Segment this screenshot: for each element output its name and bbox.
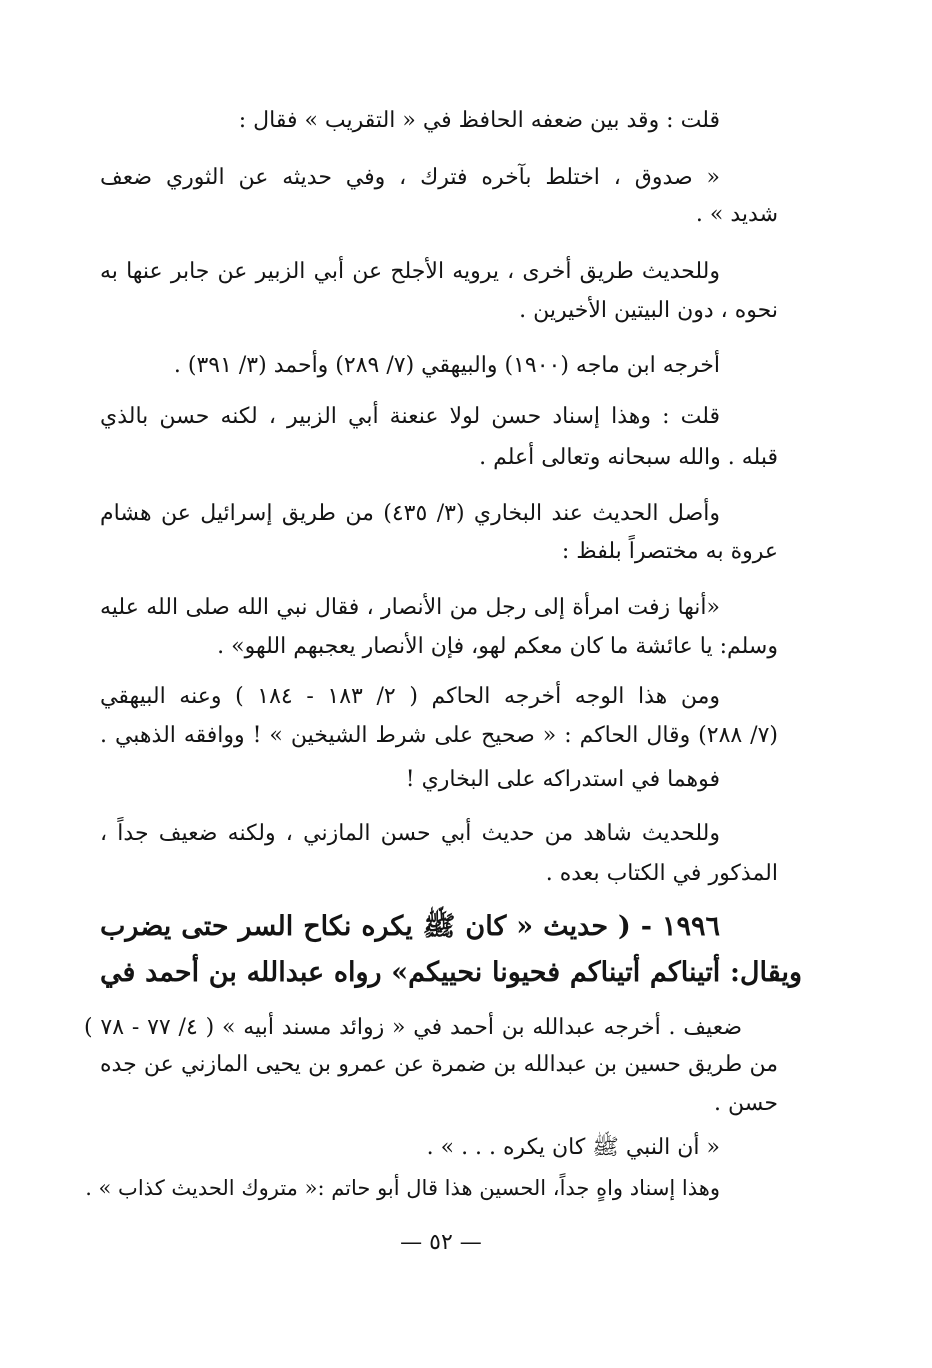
- text-line: فوهما في استدراكه على البخاري !: [405, 767, 720, 792]
- text-line: قبله . والله سبحانه وتعالى أعلم .: [479, 445, 778, 470]
- text-line: ومن هذا الوجه أخرجه الحاكم ( ٢/ ١٨٣ - ١٨٤ ) وعنه البيهقي: [100, 684, 720, 709]
- hadith-heading: ١٩٩٦ - ( حديث « كان ﷺ يكره نكاح السر حتى يضرب: [100, 911, 720, 942]
- text-line: وللحديث شاهد من حديث أبي حسن المازني ، ولكنه ضعيف جداً ،: [100, 821, 720, 846]
- text-line: وللحديث طريق أخرى ، يرويه الأجلح عن أبي الزبير عن جابر عنها به: [100, 259, 720, 284]
- text-line: « أن النبي ﷺ كان يكره . . . » .: [426, 1135, 720, 1160]
- text-line: (٧/ ٢٨٨) وقال الحاكم : « صحيح على شرط الشيخين » ! ووافقه الذهبي .: [100, 723, 778, 748]
- text-line: ضعيف . أخرجه عبدالله بن أحمد في « زوائد مسند أبيه » ( ٤/ ٧٧ - ٧٨ ): [84, 1015, 742, 1040]
- page-number: — ٥٢ —: [400, 1230, 482, 1255]
- text-line: « صدوق ، اختلط بآخره فترك ، وفي حديثه عن الثوري ضعف: [100, 165, 720, 190]
- text-line: وسلم: يا عائشة ما كان معكم لهو، فإن الأنصار يعجبهم اللهو» .: [217, 634, 778, 659]
- hadith-heading: ويقال: أتيناكم أتيناكم فحيونا نحييكم» رواه عبدالله بن أحمد في: [100, 957, 802, 988]
- text-line: وأصل الحديث عند البخاري (٣/ ٤٣٥) من طريق إسرائيل عن هشام: [100, 501, 720, 526]
- text-line: من طريق حسين بن عبدالله بن ضمرة عن عمرو بن يحيى المازني عن جده: [100, 1052, 778, 1077]
- text-line: قلت : وهذا إسناد حسن لولا عنعنة أبي الزبير ، لكنه حسن بالذي: [100, 404, 720, 429]
- text-line: حسن .: [714, 1091, 778, 1116]
- text-line: شديد » .: [695, 202, 778, 227]
- text-line: نحوه ، دون البيتين الأخيرين .: [519, 298, 778, 323]
- text-line: أخرجه ابن ماجه (١٩٠٠) والبيهقي (٧/ ٢٨٩) وأحمد (٣/ ٣٩١) .: [173, 353, 720, 378]
- text-line: المذكور في الكتاب بعده .: [545, 861, 778, 886]
- text-line: وهذا إسناد واهٍ جداً، الحسين هذا قال أبو حاتم :« متروك الحديث كذاب » .: [85, 1176, 720, 1200]
- text-line: «أنها زفت امرأة إلى رجل من الأنصار ، فقال نبي الله صلى الله عليه: [100, 595, 720, 620]
- text-line: قلت : وقد بين ضعفه الحافظ في « التقريب » فقال :: [238, 108, 720, 133]
- text-line: عروة به مختصراً بلفظ :: [561, 539, 778, 564]
